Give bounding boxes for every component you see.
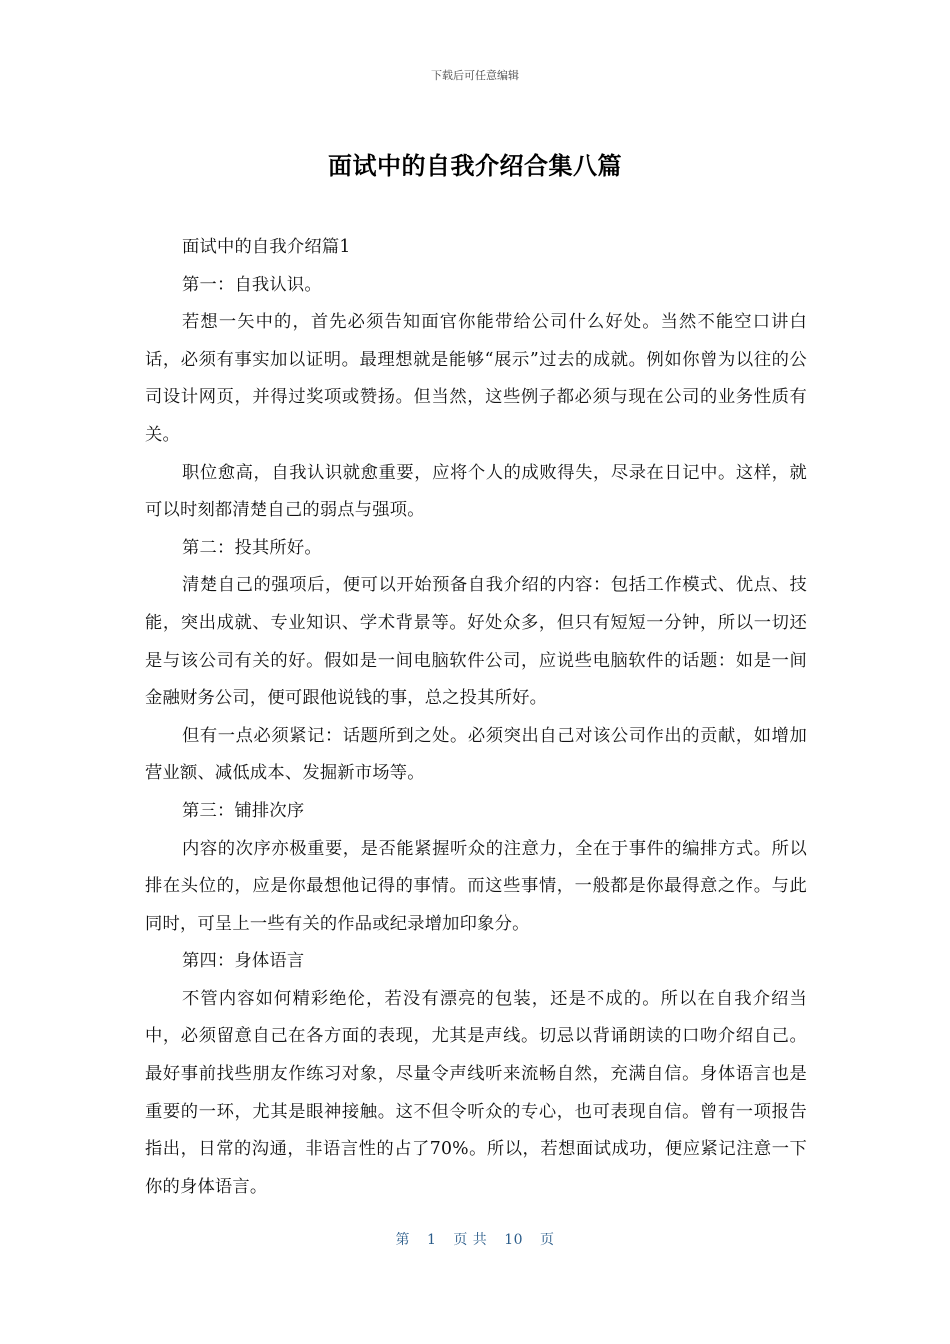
footer-page-end-word: 页 <box>540 1232 555 1248</box>
document-title: 面试中的自我介绍合集八篇 <box>328 152 622 180</box>
subheading: 第四：身体语言 <box>182 951 305 972</box>
paragraph: 但有一点必须紧记：话题所到之处。必须突出自己对该公司作出的贡献，如增加营业额、减低成本、发掘新市场等。 <box>145 725 807 784</box>
paragraph: 内容的次序亦极重要，是否能紧握听众的注意力，全在于事件的编排方式。所以排在头位的，应是你最想他记得的事情。而这些事情，一般都是你最得意之作。与此同时，可呈上一些有关的作品或纪录增加印象分。 <box>145 838 807 934</box>
subheading: 第一：自我认识。 <box>182 274 322 295</box>
footer-page-word: 第 <box>395 1232 410 1248</box>
subheading: 第三：铺排次序 <box>182 800 305 821</box>
page-footer <box>0 1229 950 1249</box>
footer-page-number: 1 <box>426 1232 437 1248</box>
paragraph: 职位愈高，自我认识就愈重要，应将个人的成败得失，尽录在日记中。这样，就可以时刻都清楚自己的弱点与强项。 <box>145 462 807 521</box>
footer-page-of-word: 页 共 <box>453 1232 488 1248</box>
paragraph: 若想一矢中的，首先必须告知面官你能带给公司什么好处。当然不能空口讲白话，必须有事实加以证明。最理想就是能够“展示”过去的成就。例如你曾为以往的公司设计网页，并得过奖项或赞扬。但当然，这些例子都必须与现在公司的业务性质有关。 <box>145 312 807 445</box>
document-body <box>145 229 807 1206</box>
subheading: 第二：投其所好。 <box>182 537 322 558</box>
paragraph: 不管内容如何精彩绝伦，若没有漂亮的包装，还是不成的。所以在自我介绍当中，必须留意自己在各方面的表现，尤其是声线。切忌以背诵朗读的口吻介绍自己。最好事前找些朋友作练习对象，尽量令声线听来流畅自然，充满自信。身体语言也是重要的一环，尤其是眼神接触。这不但令听众的专心，也可表现自信。曾有一项报告指出，日常的沟通，非语言性的占了70%。所以，若想面试成功，便应紧记注意一下你的身体语言。 <box>145 988 807 1197</box>
header-note: 下载后可任意编辑 <box>431 69 519 82</box>
paragraph: 清楚自己的强项后，便可以开始预备自我介绍的内容：包括工作模式、优点、技能，突出成就、专业知识、学术背景等。好处众多，但只有短短一分钟，所以一切还是与该公司有关的好。假如是一间电脑软件公司，应说些电脑软件的话题：如是一间金融财务公司，便可跟他说钱的事，总之投其所好。 <box>145 575 807 709</box>
section-heading: 面试中的自我介绍篇1 <box>182 237 351 257</box>
footer-total-pages: 10 <box>504 1232 524 1248</box>
